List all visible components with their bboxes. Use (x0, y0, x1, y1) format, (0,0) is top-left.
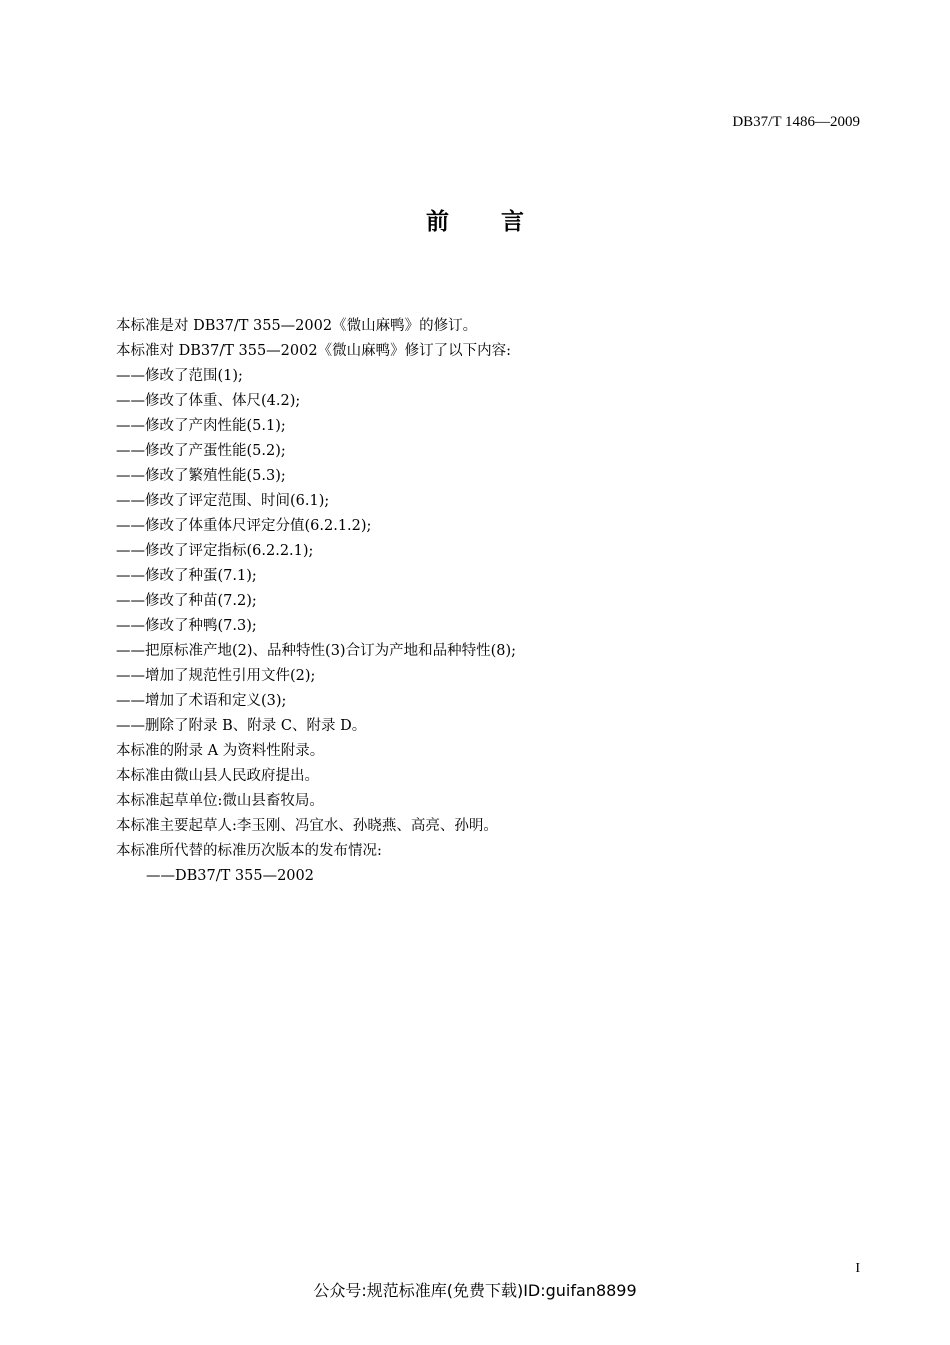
body-line: 本标准主要起草人:李玉刚、冯宜水、孙晓燕、高亮、孙明。 (116, 818, 498, 834)
standard-code: DB37/T 1486—2009 (732, 114, 860, 130)
revision-item: ——修改了繁殖性能(5.3); (116, 468, 286, 484)
revision-item: ——修改了评定指标(6.2.2.1); (116, 543, 314, 559)
revision-item: ——修改了评定范围、时间(6.1); (116, 493, 330, 509)
revision-item: ——修改了体重、体尺(4.2); (116, 393, 301, 409)
footer-watermark-note: 公众号:规范标准库(免费下载)ID:guifan8899 (313, 1281, 637, 1300)
body-line: 本标准由微山县人民政府提出。 (116, 768, 319, 784)
revision-item: ——增加了规范性引用文件(2); (116, 668, 316, 684)
body-line: 本标准对 DB37/T 355—2002《微山麻鸭》修订了以下内容: (116, 343, 511, 359)
revision-item: ——删除了附录 B、附录 C、附录 D。 (116, 718, 367, 734)
foreword-body (116, 314, 856, 889)
title-char-2: 言 (501, 209, 524, 235)
revision-item: ——修改了体重体尺评定分值(6.2.1.2); (116, 518, 372, 534)
history-version-line: ——DB37/T 355—2002 (146, 868, 314, 884)
title-char-1: 前 (426, 209, 449, 235)
body-line: 本标准是对 DB37/T 355—2002《微山麻鸭》的修订。 (116, 318, 478, 334)
body-line: 本标准所代替的标准历次版本的发布情况: (116, 843, 382, 859)
revision-item: ——修改了产蛋性能(5.2); (116, 443, 286, 459)
revision-item: ——修改了种苗(7.2); (116, 593, 257, 609)
revision-item: ——修改了种蛋(7.1); (116, 568, 257, 584)
page-title (0, 203, 950, 236)
revision-item: ——修改了产肉性能(5.1); (116, 418, 286, 434)
revision-item: ——增加了术语和定义(3); (116, 693, 287, 709)
body-line: 本标准的附录 A 为资料性附录。 (116, 743, 325, 759)
revision-item: ——修改了种鸭(7.3); (116, 618, 257, 634)
revision-item: ——修改了范围(1); (116, 368, 243, 384)
page-number: I (855, 1261, 860, 1276)
body-line: 本标准起草单位:微山县畜牧局。 (116, 793, 324, 809)
revision-item: ——把原标准产地(2)、品种特性(3)合订为产地和品种特性(8); (116, 643, 517, 659)
